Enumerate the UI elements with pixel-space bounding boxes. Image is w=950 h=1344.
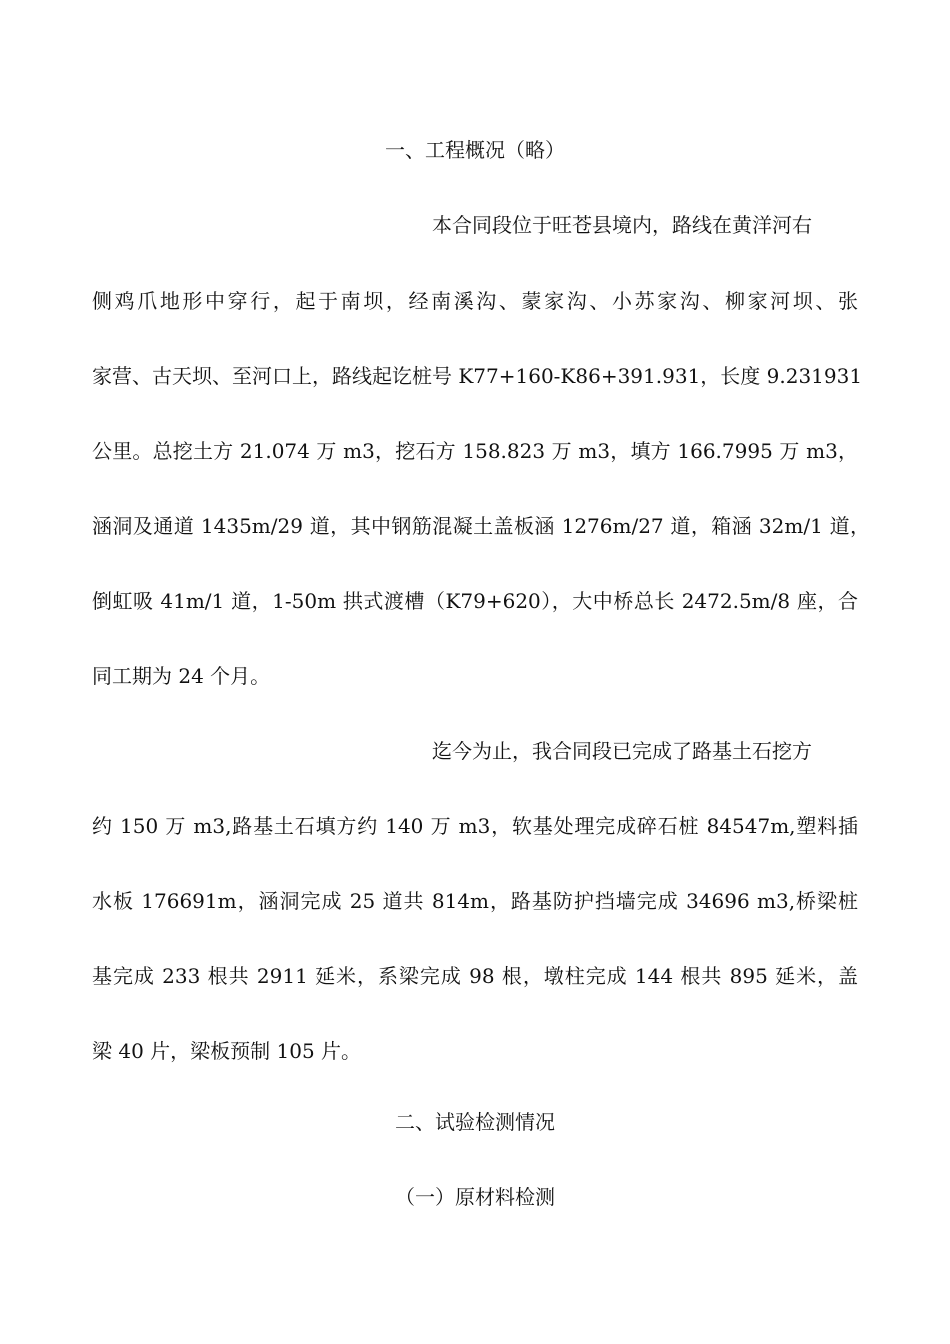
section-heading-testing: 二、试验检测情况 [395,1110,555,1134]
paragraph-line: 侧鸡爪地形中穿行，起于南坝，经南溪沟、蒙家沟、小苏家沟、柳家河坝、张 [92,289,858,313]
paragraph-line: 梁 40 片，梁板预制 105 片。 [92,1039,362,1063]
subsection-heading-raw-materials: （一）原材料检测 [395,1185,555,1209]
paragraph-line: 家营、古天坝、至河口上，路线起讫桩号 K77+160-K86+391.931，长度 9.231931 [92,364,863,388]
paragraph-line: 公里。总挖土方 21.074 万 m3，挖石方 158.823 万 m3，填方 166.7995 万 m3， [92,439,858,463]
paragraph-line: 本合同段位于旺苍县境内，路线在黄洋河右 [432,213,812,237]
paragraph-line: 同工期为 24 个月。 [92,664,271,688]
section-heading-project-overview: 一、工程概况（略） [385,138,565,162]
paragraph-line: 迄今为止，我合同段已完成了路基土石挖方 [432,739,812,763]
paragraph-line: 涵洞及通道 1435m/29 道，其中钢筋混凝土盖板涵 1276m/27 道，箱涵 32m/1 道， [92,514,870,538]
paragraph-line: 约 150 万 m3,路基土石填方约 140 万 m3，软基处理完成碎石桩 84547m,塑料插 [92,814,858,838]
paragraph-line: 水板 176691m，涵洞完成 25 道共 814m，路基防护挡墙完成 34696 m3,桥梁桩 [92,889,858,913]
paragraph-line: 基完成 233 根共 2911 延米，系梁完成 98 根，墩柱完成 144 根共 895 延米，盖 [92,964,858,988]
paragraph-line: 倒虹吸 41m/1 道，1-50m 拱式渡槽（K79+620），大中桥总长 2472.5m/8 座，合 [92,589,858,613]
